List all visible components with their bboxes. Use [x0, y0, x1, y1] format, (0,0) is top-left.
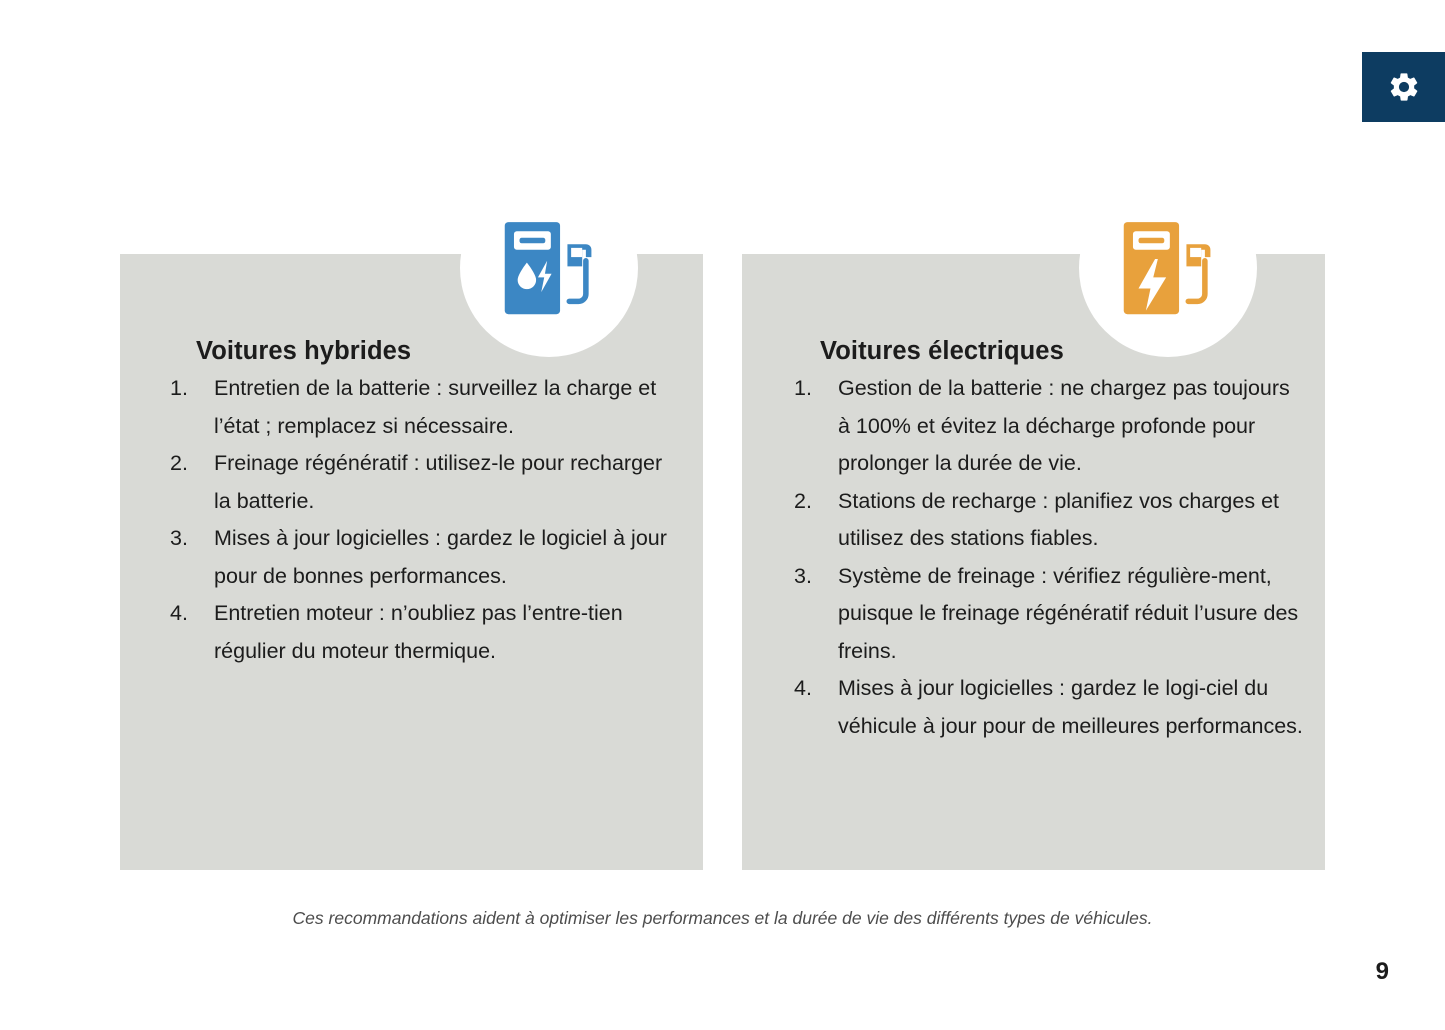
list-item: Stations de recharge : planifiez vos charges et utilisez des stations fiables. — [838, 488, 1280, 550]
card-electric — [742, 254, 1325, 870]
list-item: Entretien moteur : n’oubliez pas l’entre-tien régulier du moteur thermique. — [214, 601, 623, 663]
gear-badge — [1362, 52, 1445, 122]
card-list-hybrid — [154, 370, 681, 670]
fuel-pump-hybrid-icon — [460, 179, 638, 357]
list-item: Entretien de la batterie : surveillez la charge et l’état ; remplacez si nécessaire. — [214, 376, 657, 438]
list-item: Freinage régénératif : utilisez-le pour recharger la batterie. — [214, 451, 663, 513]
charging-station-electric-icon — [1079, 179, 1257, 357]
page-number: 9 — [1375, 958, 1389, 985]
footer-note: Ces recommandations aident à optimiser les performances et la durée de vie des différents types de véhicules. — [292, 908, 1153, 928]
list-item: Système de freinage : vérifiez régulière-ment, puisque le freinage régénératif réduit l’usure des freins. — [838, 563, 1299, 663]
cards-container — [0, 254, 1445, 870]
card-title-electric: Voitures électriques — [820, 337, 1064, 366]
list-item: Mises à jour logicielles : gardez le logi-ciel du véhicule à jour pour de meilleures performances. — [838, 676, 1303, 738]
card-title-hybrid: Voitures hybrides — [196, 337, 412, 366]
gear-icon — [1387, 70, 1421, 104]
list-item: Gestion de la batterie : ne chargez pas toujours à 100% et évitez la décharge profonde pour prolonger la durée de vie. — [838, 376, 1290, 475]
card-hybrid — [120, 254, 703, 870]
list-item: Mises à jour logicielles : gardez le logiciel à jour pour de bonnes performances. — [214, 526, 667, 588]
card-list-electric — [778, 370, 1305, 745]
